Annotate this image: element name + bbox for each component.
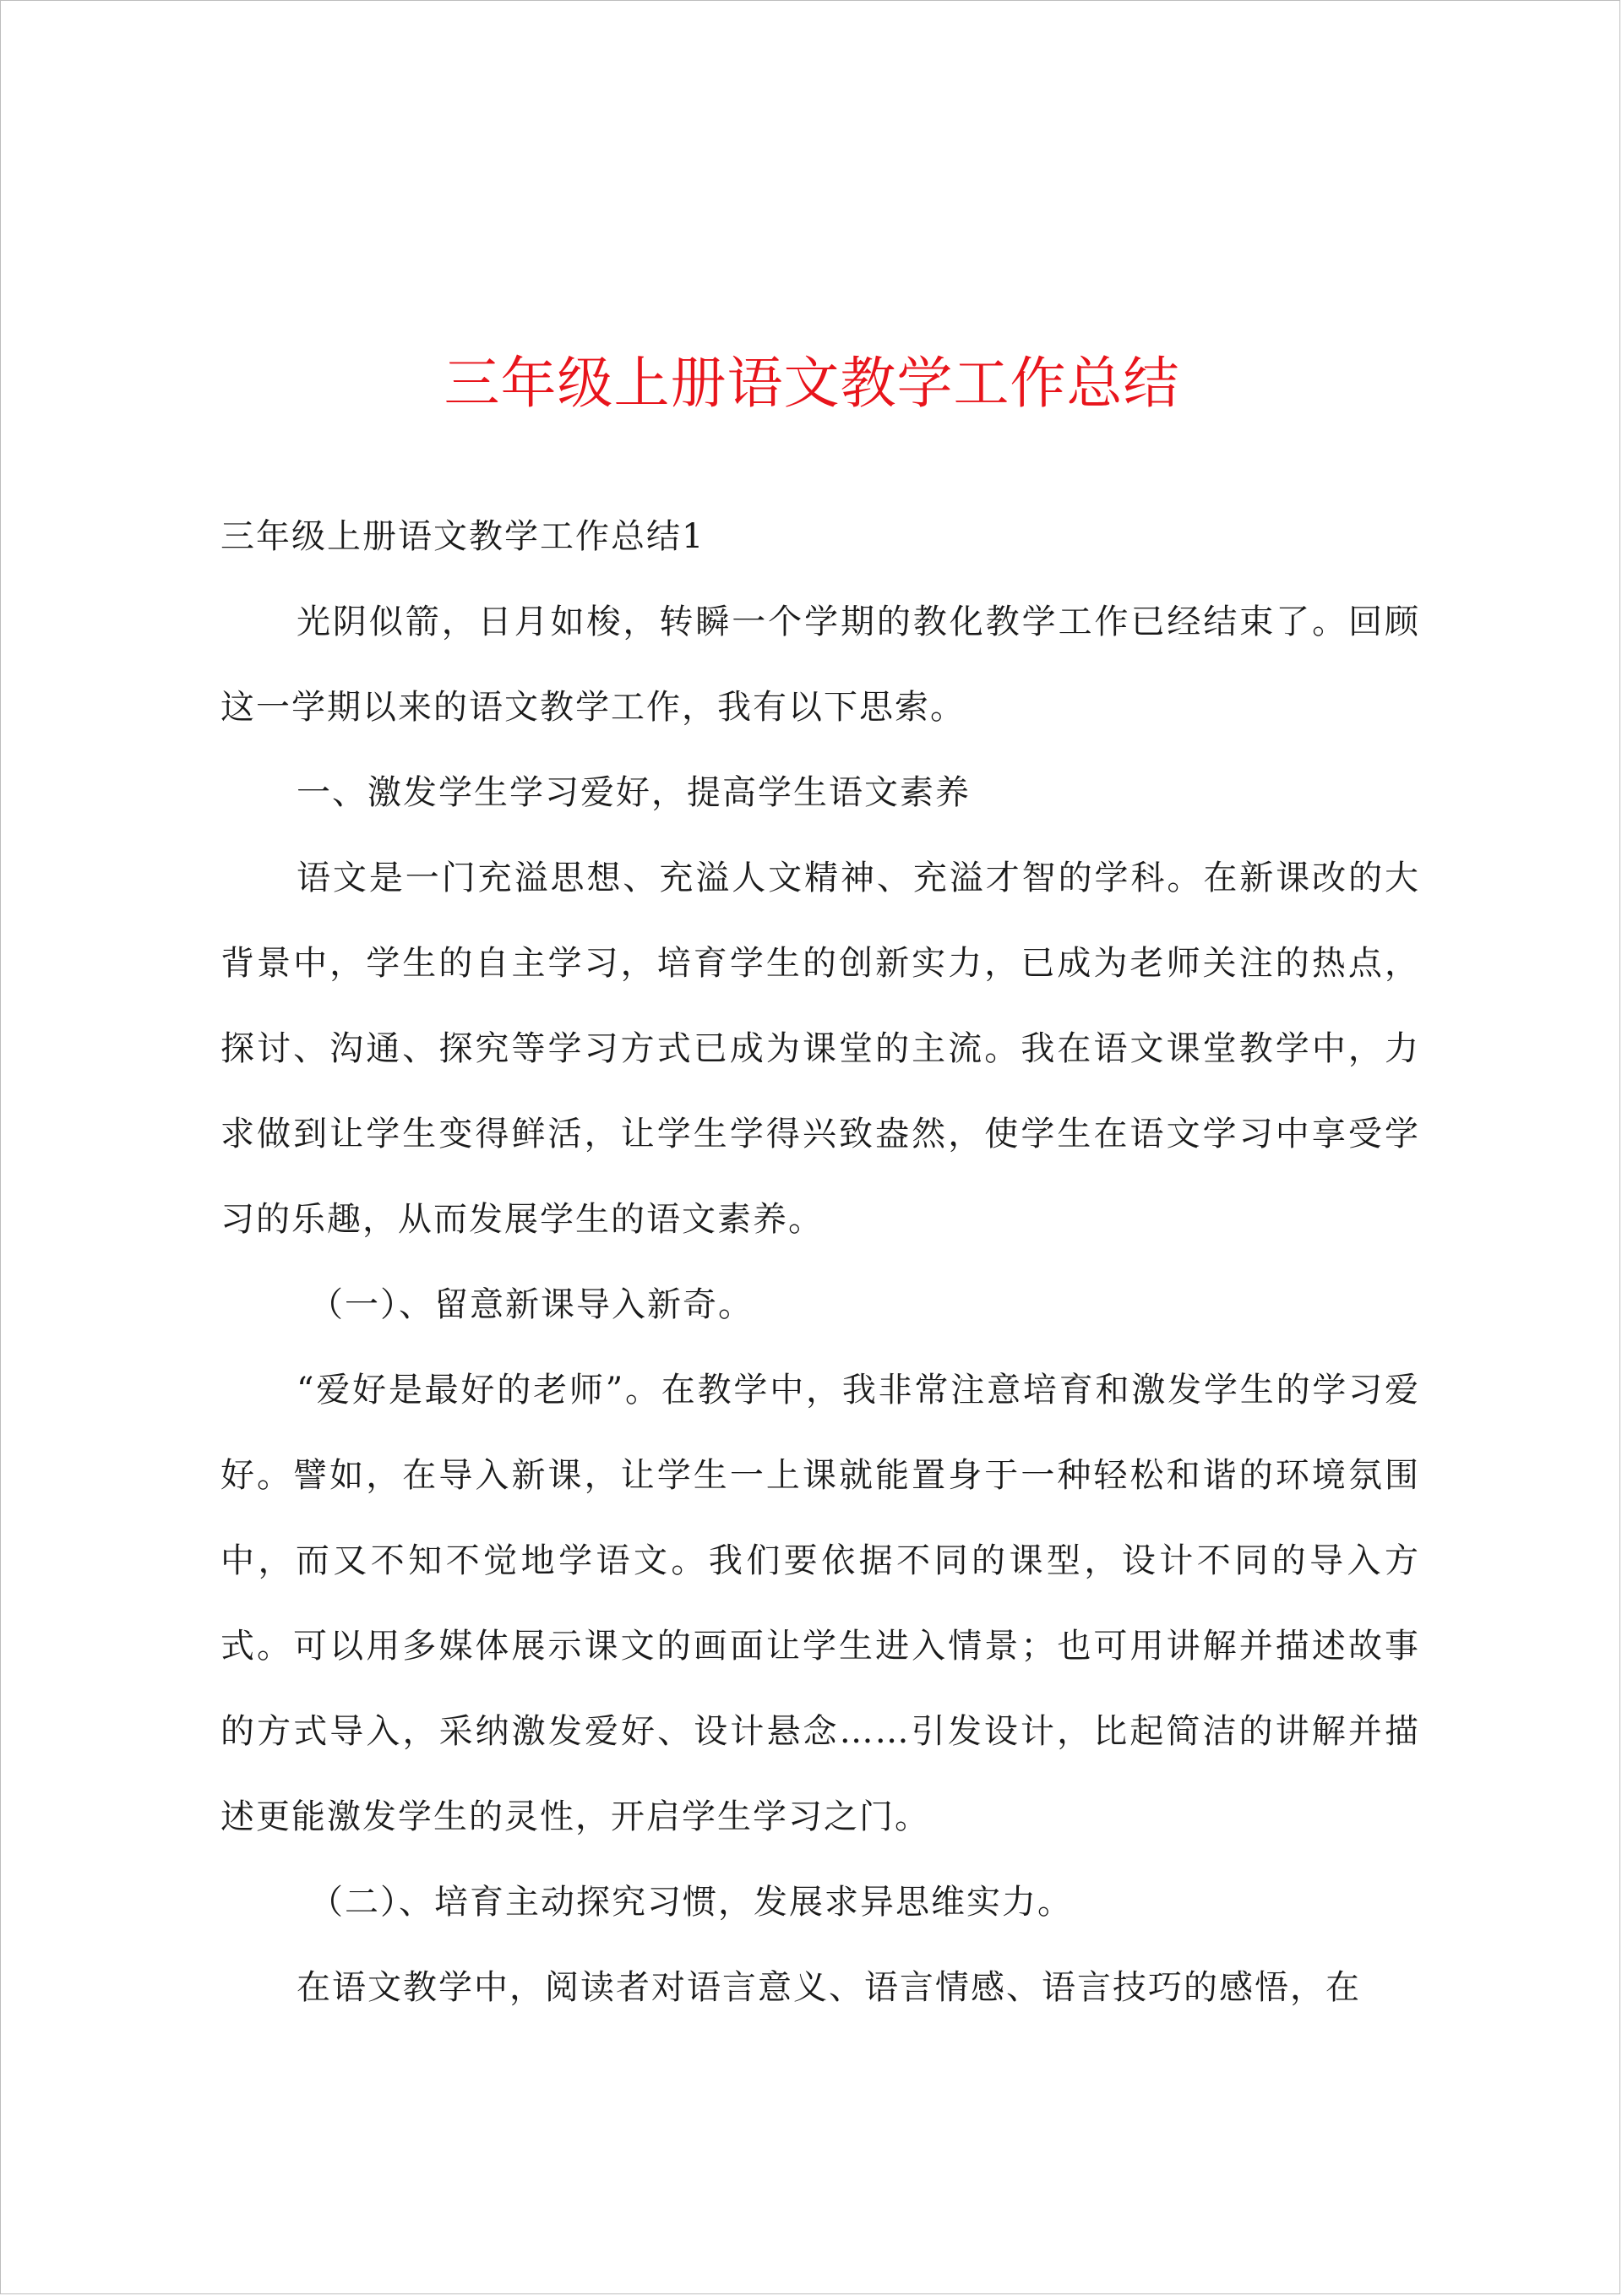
subsection-heading: 一、激发学生学习爱好，提高学生语文素养 <box>297 773 971 812</box>
subsection-heading: （二）、培育主动探究习惯，发展求异思维实力。 <box>309 1883 1073 1922</box>
subsection-heading: （一）、留意新课导入新奇。 <box>309 1285 754 1324</box>
section-heading: 三年级上册语文教学工作总结1 <box>220 517 705 556</box>
paragraph: “爱好是最好的老师”。在教学中，我非常注意培育和激发学生的学习爱好。譬如，在导入新课，让学生一上课就能置身于一种轻松和谐的环境氛围中，而又不知不觉地学语文。我们要依据不同的课型，设计不同的导入方式。可以用多媒体展示课文的画面让学生进入情景；也可用讲解并描述故事的方式导入，采纳激发爱好、设计悬念……引发设计，比起简洁的讲解并描述更能激发学生的灵性，开启学生学习之门。 <box>220 1371 1420 1836</box>
document-title: 三年级上册语文教学工作总结 <box>444 351 1180 416</box>
document-body <box>220 494 1420 2031</box>
paragraph: 光阴似箭，日月如梭，转瞬一个学期的教化教学工作已经结束了。回顾这一学期以来的语文教学工作，我有以下思索。 <box>220 603 1420 727</box>
paragraph: 语文是一门充溢思想、充溢人文精神、充溢才智的学科。在新课改的大背景中，学生的自主学习，培育学生的创新实力，已成为老师关注的热点，探讨、沟通、探究等学习方式已成为课堂的主流。我在语文课堂教学中，力求做到让学生变得鲜活，让学生学得兴致盎然，使学生在语文学习中享受学习的乐趣，从而发展学生的语文素养。 <box>220 859 1420 1239</box>
paragraph: 在语文教学中，阅读者对语言意义、语言情感、语言技巧的感悟，在 <box>297 1968 1361 2007</box>
